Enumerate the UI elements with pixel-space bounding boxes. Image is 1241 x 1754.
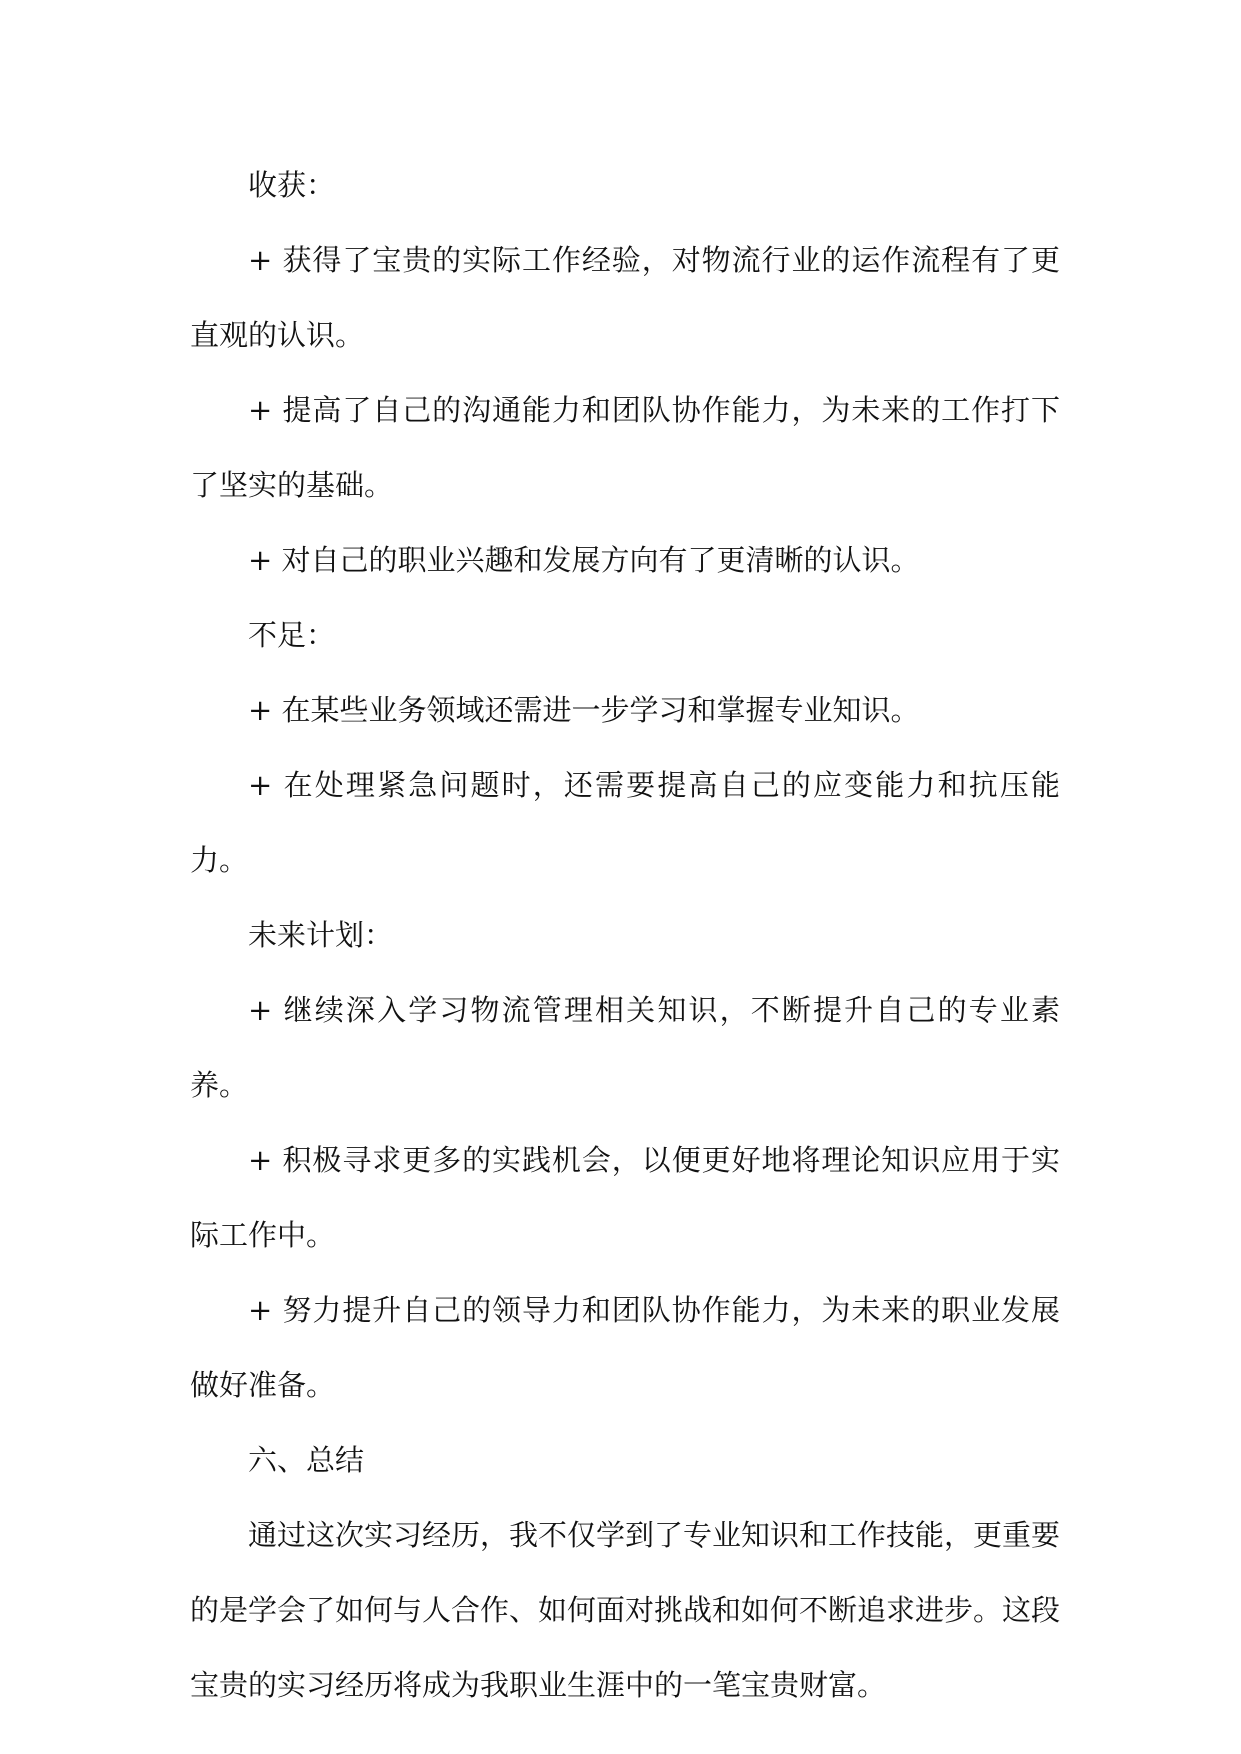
shortcomings-item-2: + 在处理紧急问题时，还需要提高自己的应变能力和抗压能力。 (190, 768, 1060, 877)
shortcomings-item-1: + 在某些业务领域还需进一步学习和掌握专业知识。 (248, 693, 920, 727)
section-heading-shortcomings: 不足： (248, 618, 336, 652)
gains-item-3: + 对自己的职业兴趣和发展方向有了更清晰的认识。 (248, 543, 920, 577)
future-plan-item-3: + 努力提升自己的领导力和团队协作能力，为未来的职业发展做好准备。 (190, 1293, 1060, 1402)
section-heading-future-plan: 未来计划： (248, 918, 394, 952)
summary-paragraph: 通过这次实习经历，我不仅学到了专业知识和工作技能，更重要的是学会了如何与人合作、如何面对挑战和如何不断追求进步。这段宝贵的实习经历将成为我职业生涯中的一笔宝贵财富。 (190, 1518, 1061, 1702)
gains-item-2: + 提高了自己的沟通能力和团队协作能力，为未来的工作打下了坚实的基础。 (190, 393, 1060, 502)
future-plan-item-1: + 继续深入学习物流管理相关知识，不断提升自己的专业素养。 (190, 993, 1060, 1102)
gains-item-1: + 获得了宝贵的实际工作经验，对物流行业的运作流程有了更直观的认识。 (190, 243, 1060, 352)
document-body (190, 148, 1060, 1723)
section-heading-summary: 六、总结 (248, 1443, 365, 1477)
section-heading-gains: 收获： (248, 168, 336, 202)
future-plan-item-2: + 积极寻求更多的实践机会，以便更好地将理论知识应用于实际工作中。 (190, 1143, 1060, 1252)
